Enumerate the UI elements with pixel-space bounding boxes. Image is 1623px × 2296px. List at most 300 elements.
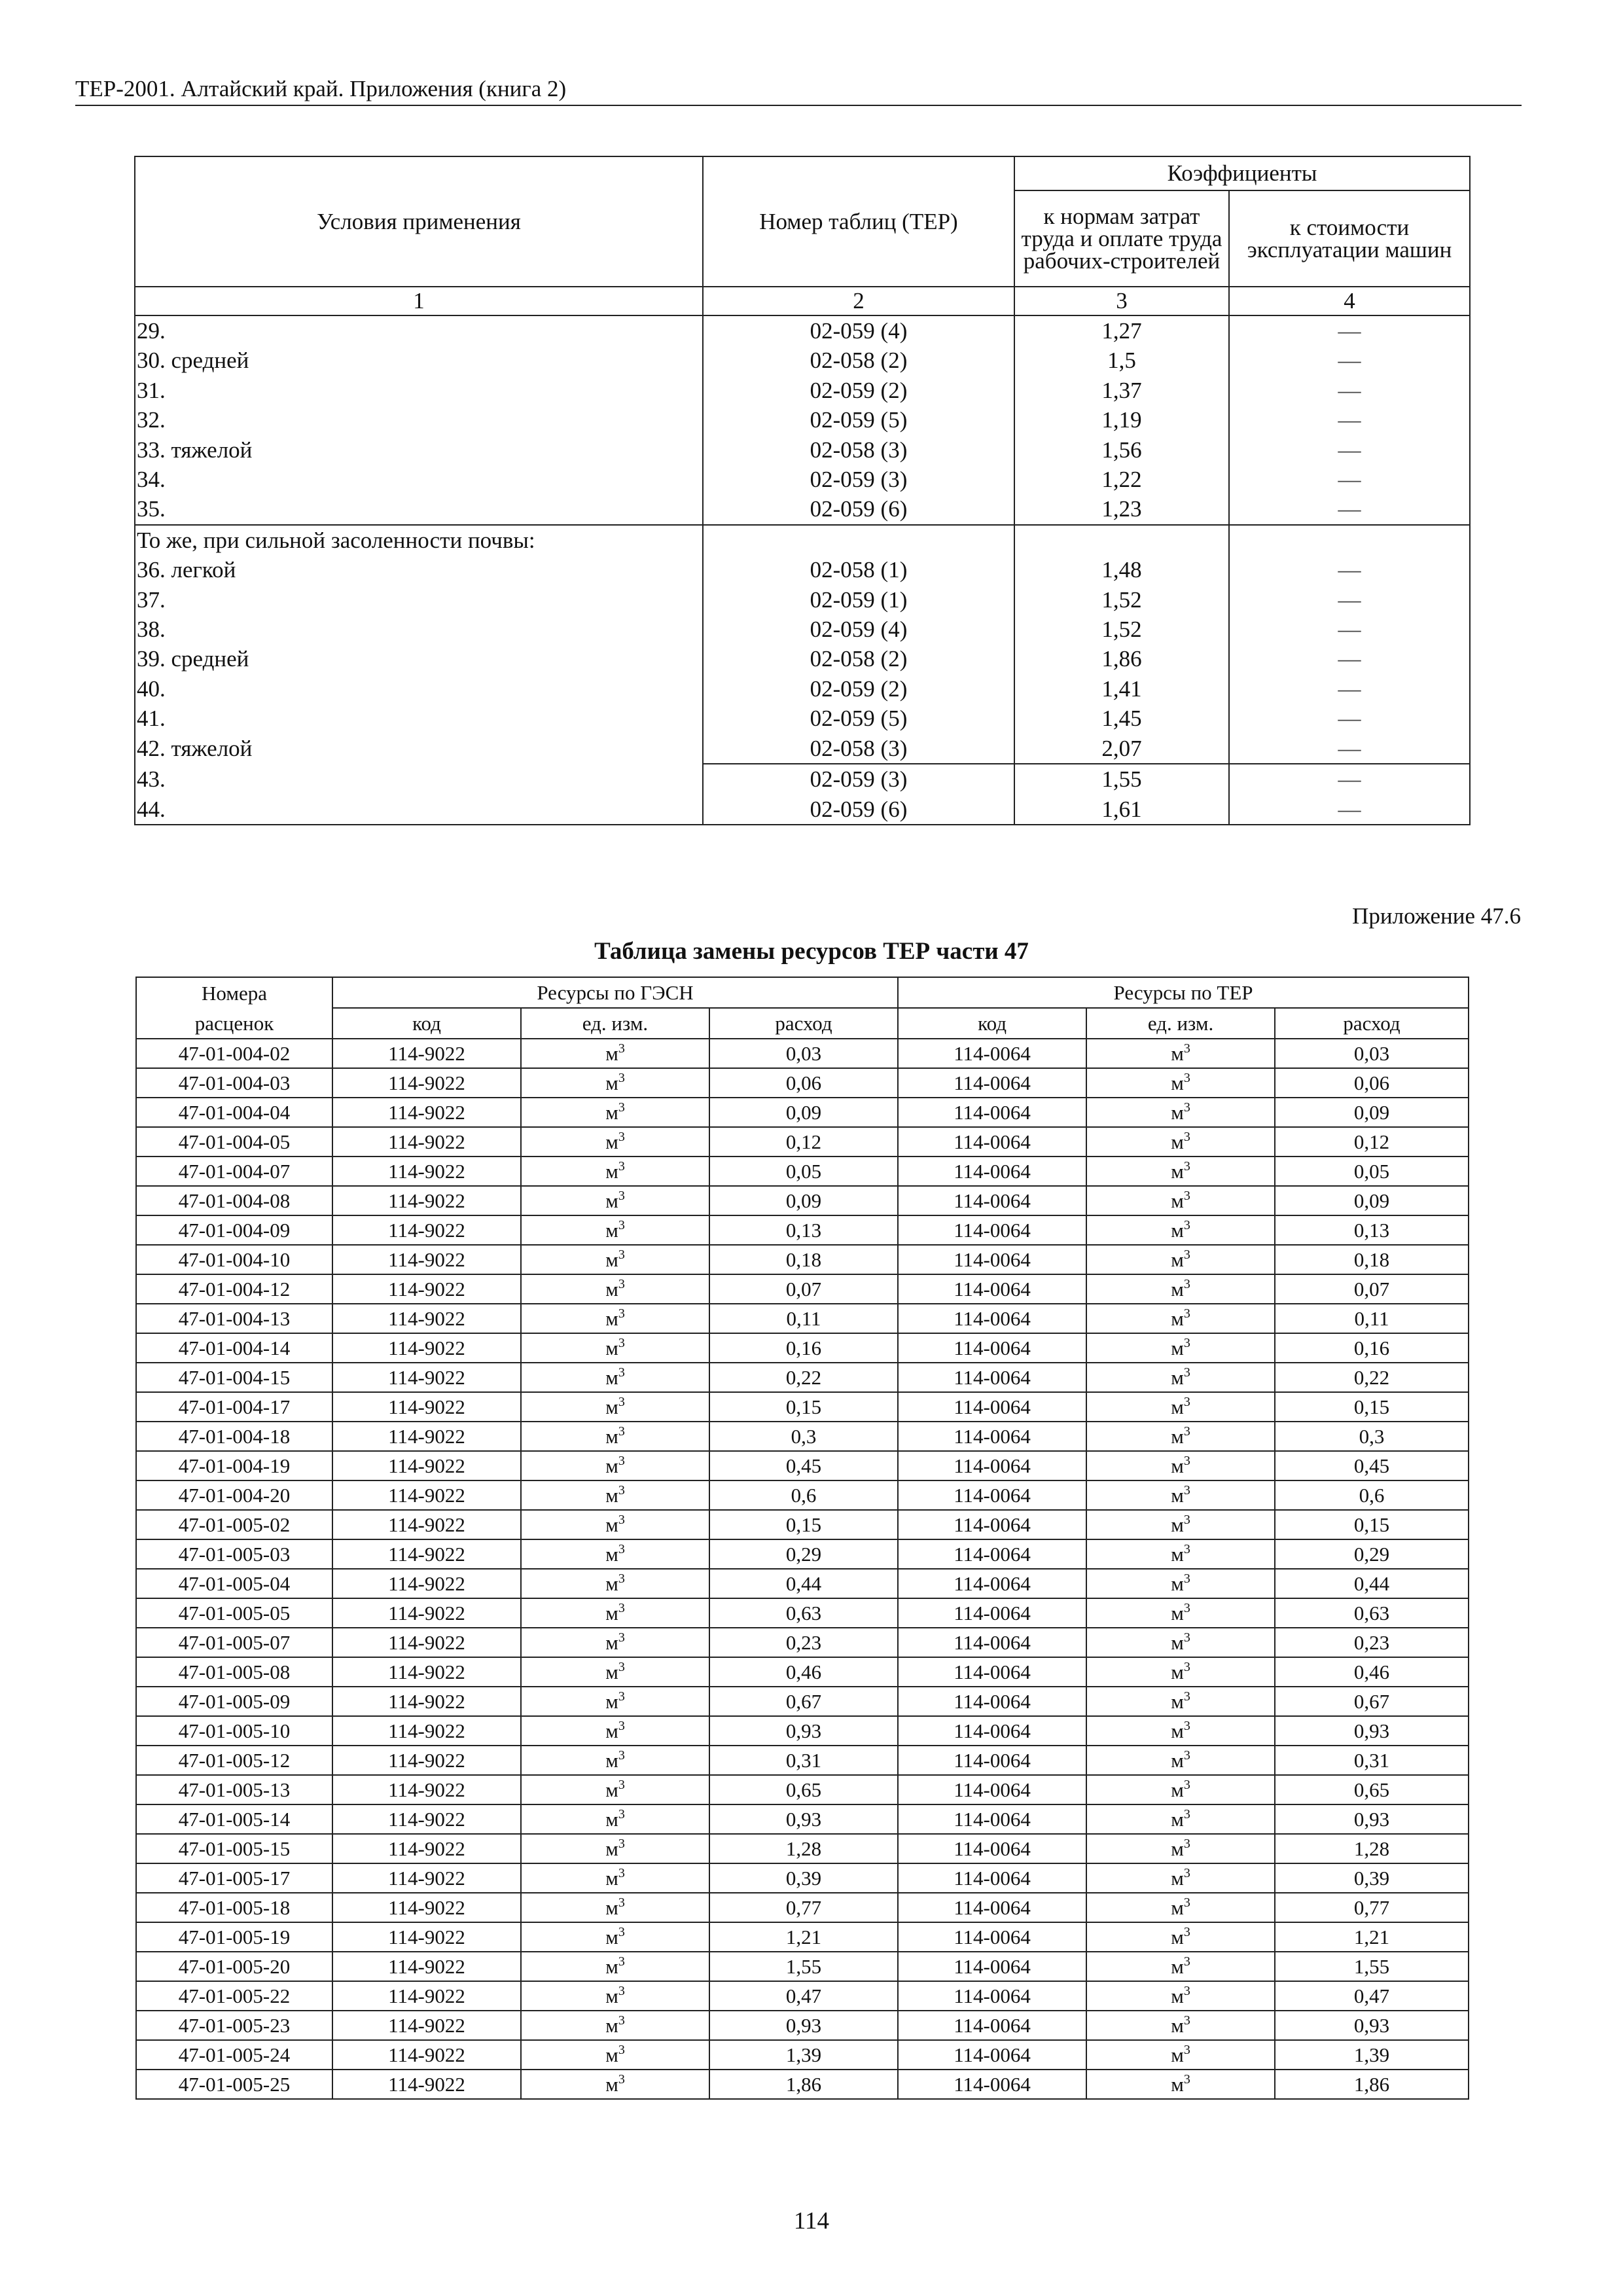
unit-exponent: 3 [618,1189,625,1203]
unit-exponent: 3 [1183,1837,1190,1851]
rate-number-cell: 47-01-005-14 [136,1804,332,1834]
unit-exponent: 3 [618,2043,625,2057]
header-usage: расход [709,1008,898,1039]
gesn-code-cell: 114-9022 [332,1363,521,1392]
ter-code-cell: 114-0064 [898,1098,1086,1127]
gesn-code-cell: 114-9022 [332,1746,521,1775]
table-row [136,1422,1469,1451]
gesn-usage-cell: 0,93 [709,1716,898,1746]
gesn-usage-cell: 0,05 [709,1157,898,1186]
gesn-code-cell: 114-9022 [332,1569,521,1598]
ter-usage-cell: 1,86 [1275,2070,1469,2099]
unit-exponent: 3 [1183,1277,1190,1291]
ter-code-cell: 114-0064 [898,1157,1086,1186]
condition-cell: 35. [135,494,703,524]
ter-unit-cell [1086,1716,1275,1746]
table-row [136,1687,1469,1716]
gesn-code-cell: 114-9022 [332,1215,521,1245]
ter-unit-cell [1086,2070,1275,2099]
unit-base: м [605,1513,618,1536]
gesn-unit-cell [521,1893,709,1922]
ter-usage-cell: 0,18 [1275,1245,1469,1274]
unit-exponent: 3 [1183,1130,1190,1144]
unit-base: м [605,1071,618,1094]
ter-usage-cell: 0,15 [1275,1392,1469,1422]
ter-code-cell: 114-0064 [898,1628,1086,1657]
unit-base: м [1171,1425,1184,1448]
ter-usage-cell: 0,12 [1275,1127,1469,1157]
gesn-code-cell: 114-9022 [332,1127,521,1157]
gesn-unit-cell [521,1834,709,1863]
ter-usage-cell: 0,67 [1275,1687,1469,1716]
gesn-usage-cell: 0,18 [709,1245,898,1274]
unit-exponent: 3 [1183,1807,1190,1821]
table-number-cell: 02-058 (3) [703,435,1014,465]
gesn-unit-cell [521,1245,709,1274]
unit-exponent: 3 [1183,1748,1190,1763]
ter-unit-cell [1086,1657,1275,1687]
table-number-cell: 02-059 (2) [703,674,1014,704]
gesn-usage-cell: 0,31 [709,1746,898,1775]
gesn-code-cell: 114-9022 [332,1657,521,1687]
table-row [135,435,1470,465]
gesn-unit-cell [521,1863,709,1893]
ter-usage-cell: 0,6 [1275,1480,1469,1510]
gesn-usage-cell: 0,12 [709,1127,898,1157]
rate-number-cell: 47-01-005-09 [136,1687,332,1716]
table-row [136,1628,1469,1657]
unit-exponent: 3 [1183,1218,1190,1232]
gesn-unit-cell [521,1952,709,1981]
labor-coef-cell: 1,27 [1014,315,1229,346]
unit-exponent: 3 [618,1071,625,1085]
empty-cell [1014,525,1229,555]
ter-unit-cell [1086,1039,1275,1068]
header-unit: ед. изм. [521,1008,709,1039]
ter-code-cell: 114-0064 [898,2011,1086,2040]
gesn-usage-cell: 0,07 [709,1274,898,1304]
unit-exponent: 3 [1183,1424,1190,1439]
ter-usage-cell: 1,28 [1275,1834,1469,1863]
gesn-unit-cell [521,1422,709,1451]
ter-unit-cell [1086,1157,1275,1186]
gesn-unit-cell [521,2011,709,2040]
unit-base: м [605,1631,618,1654]
table-number-cell: 02-058 (2) [703,346,1014,375]
labor-coef-cell: 1,86 [1014,644,1229,673]
ter-code-cell: 114-0064 [898,1451,1086,1480]
unit-exponent: 3 [1183,1984,1190,1998]
gesn-usage-cell: 1,55 [709,1952,898,1981]
gesn-code-cell: 114-9022 [332,1333,521,1363]
labor-coef-cell: 1,19 [1014,405,1229,435]
table-row [136,1274,1469,1304]
unit-base: м [605,1425,618,1448]
gesn-code-cell: 114-9022 [332,1539,521,1569]
ter-unit-cell [1086,1687,1275,1716]
unit-exponent: 3 [618,1365,625,1380]
gesn-code-cell: 114-9022 [332,1068,521,1098]
ter-usage-cell: 1,21 [1275,1922,1469,1952]
unit-exponent: 3 [1183,2043,1190,2057]
unit-base: м [1171,1484,1184,1507]
header-ter: Ресурсы по ТЕР [898,977,1469,1008]
unit-exponent: 3 [618,2013,625,2028]
unit-base: м [1171,1513,1184,1536]
unit-base: м [1171,1130,1184,1153]
ter-code-cell: 114-0064 [898,1893,1086,1922]
machine-coef-cell: — [1229,555,1470,584]
table-row [135,376,1470,405]
ter-usage-cell: 0,23 [1275,1628,1469,1657]
unit-exponent: 3 [618,1571,625,1586]
unit-base: м [1171,1602,1184,1624]
unit-base: м [1171,1071,1184,1094]
gesn-code-cell: 114-9022 [332,1775,521,1804]
table-row [136,1804,1469,1834]
ter-code-cell: 114-0064 [898,1186,1086,1215]
gesn-usage-cell: 0,09 [709,1098,898,1127]
gesn-unit-cell [521,1775,709,1804]
unit-base: м [605,1808,618,1831]
unit-base: м [605,1926,618,1948]
ter-unit-cell [1086,2040,1275,2070]
gesn-usage-cell: 0,67 [709,1687,898,1716]
rate-number-cell: 47-01-004-05 [136,1127,332,1157]
ter-unit-cell [1086,1480,1275,1510]
machine-coef-cell: — [1229,795,1470,825]
ter-unit-cell [1086,1304,1275,1333]
gesn-usage-cell: 0,63 [709,1598,898,1628]
ter-usage-cell: 0,93 [1275,1804,1469,1834]
ter-usage-cell: 0,39 [1275,1863,1469,1893]
ter-code-cell: 114-0064 [898,1215,1086,1245]
unit-exponent: 3 [1183,1041,1190,1056]
machine-coef-cell: — [1229,734,1470,764]
machine-coef-cell: — [1229,346,1470,375]
table-row [136,1834,1469,1863]
unit-exponent: 3 [618,1895,625,1910]
unit-exponent: 3 [618,1277,625,1291]
gesn-usage-cell: 1,86 [709,2070,898,2099]
gesn-usage-cell: 0,46 [709,1657,898,1687]
unit-exponent: 3 [1183,1895,1190,1910]
table-row [136,1451,1469,1480]
ter-code-cell: 114-0064 [898,1068,1086,1098]
ter-code-cell: 114-0064 [898,1304,1086,1333]
table-number-cell: 02-059 (2) [703,376,1014,405]
rate-number-cell: 47-01-005-08 [136,1657,332,1687]
unit-base: м [1171,1189,1184,1212]
ter-usage-cell: 0,3 [1275,1422,1469,1451]
unit-base: м [1171,1454,1184,1477]
ter-code-cell: 114-0064 [898,1539,1086,1569]
ter-unit-cell [1086,1952,1275,1981]
ter-code-cell: 114-0064 [898,1569,1086,1598]
unit-base: м [605,1160,618,1183]
gesn-code-cell: 114-9022 [332,1716,521,1746]
table-row [136,1363,1469,1392]
unit-exponent: 3 [618,1837,625,1851]
ter-code-cell: 114-0064 [898,1775,1086,1804]
table-row [136,1304,1469,1333]
ter-usage-cell: 0,44 [1275,1569,1469,1598]
rate-number-cell: 47-01-005-04 [136,1569,332,1598]
gesn-code-cell: 114-9022 [332,1893,521,1922]
rate-number-cell: 47-01-004-18 [136,1422,332,1451]
table-row [136,1186,1469,1215]
gesn-code-cell: 114-9022 [332,1510,521,1539]
unit-base: м [1171,1366,1184,1389]
unit-exponent: 3 [1183,1513,1190,1527]
table-number-cell: 02-058 (1) [703,555,1014,584]
ter-code-cell: 114-0064 [898,2040,1086,2070]
table-number-cell: 02-059 (1) [703,585,1014,615]
gesn-usage-cell: 0,3 [709,1422,898,1451]
machine-coef-cell: — [1229,674,1470,704]
gesn-code-cell: 114-9022 [332,2040,521,2070]
unit-base: м [605,1101,618,1124]
table-row [136,2040,1469,2070]
table-row [136,1922,1469,1952]
unit-exponent: 3 [618,1483,625,1498]
unit-exponent: 3 [1183,1954,1190,1969]
gesn-code-cell: 114-9022 [332,1628,521,1657]
ter-unit-cell [1086,1068,1275,1098]
table-number-cell: 02-059 (4) [703,615,1014,644]
gesn-unit-cell [521,1363,709,1392]
table-row [136,1127,1469,1157]
unit-exponent: 3 [618,1866,625,1880]
unit-base: м [605,1307,618,1330]
empty-cell [703,525,1014,555]
header-gesn: Ресурсы по ГЭСН [332,977,898,1008]
unit-base: м [1171,1984,1184,2007]
header-code: код [332,1008,521,1039]
ter-code-cell: 114-0064 [898,1598,1086,1628]
unit-base: м [605,1602,618,1624]
table-row [136,1157,1469,1186]
gesn-unit-cell [521,1039,709,1068]
table-row [136,1480,1469,1510]
gesn-usage-cell: 0,45 [709,1451,898,1480]
condition-cell: 38. [135,615,703,644]
header-unit: ед. изм. [1086,1008,1275,1039]
table-row [135,494,1470,524]
table-number-cell: 02-058 (3) [703,734,1014,764]
table-row [135,465,1470,494]
table-row [136,1539,1469,1569]
rate-number-cell: 47-01-004-14 [136,1333,332,1363]
labor-coef-cell: 1,41 [1014,674,1229,704]
unit-exponent: 3 [618,1984,625,1998]
ter-unit-cell [1086,1098,1275,1127]
unit-exponent: 3 [618,1601,625,1615]
gesn-usage-cell: 0,22 [709,1363,898,1392]
gesn-unit-cell [521,1068,709,1098]
machine-coef-cell: — [1229,764,1470,794]
rate-number-cell: 47-01-004-03 [136,1068,332,1098]
ter-code-cell: 114-0064 [898,1245,1086,1274]
gesn-code-cell: 114-9022 [332,1186,521,1215]
condition-cell: 39. средней [135,644,703,673]
unit-base: м [605,1572,618,1595]
ter-unit-cell [1086,2011,1275,2040]
unit-exponent: 3 [1183,1483,1190,1498]
table-row [136,1657,1469,1687]
rate-number-cell: 47-01-005-19 [136,1922,332,1952]
gesn-usage-cell: 0,15 [709,1392,898,1422]
unit-exponent: 3 [618,1954,625,1969]
page-number: 114 [793,2208,830,2234]
machine-coef-cell: — [1229,405,1470,435]
gesn-unit-cell [521,1687,709,1716]
gesn-usage-cell: 0,29 [709,1539,898,1569]
ter-unit-cell [1086,1451,1275,1480]
unit-base: м [1171,1749,1184,1772]
ter-code-cell: 114-0064 [898,1804,1086,1834]
ter-code-cell: 114-0064 [898,1127,1086,1157]
header-rates-top: Номера [136,977,332,1008]
unit-exponent: 3 [1183,1454,1190,1468]
unit-exponent: 3 [618,1778,625,1792]
header-conditions: Условия применения [135,156,703,287]
unit-exponent: 3 [1183,1306,1190,1321]
gesn-usage-cell: 0,93 [709,1804,898,1834]
unit-exponent: 3 [1183,1542,1190,1556]
unit-exponent: 3 [618,1100,625,1115]
unit-base: м [1171,1955,1184,1978]
unit-base: м [1171,1808,1184,1831]
resource-replacement-table [135,977,1469,2100]
unit-exponent: 3 [618,1041,625,1056]
condition-cell: 36. легкой [135,555,703,584]
gesn-usage-cell: 0,39 [709,1863,898,1893]
unit-base: м [1171,1395,1184,1418]
rate-number-cell: 47-01-005-22 [136,1981,332,2011]
gesn-unit-cell [521,1746,709,1775]
condition-cell: 34. [135,465,703,494]
rate-number-cell: 47-01-004-15 [136,1363,332,1392]
machine-coef-cell: — [1229,615,1470,644]
unit-base: м [1171,1778,1184,1801]
gesn-usage-cell: 0,65 [709,1775,898,1804]
col-number: 2 [703,287,1014,315]
table-row [135,315,1470,346]
unit-base: м [1171,1160,1184,1183]
gesn-code-cell: 114-9022 [332,1863,521,1893]
rate-number-cell: 47-01-005-05 [136,1598,332,1628]
table-number-cell: 02-059 (4) [703,315,1014,346]
gesn-unit-cell [521,1598,709,1628]
gesn-usage-cell: 0,09 [709,1186,898,1215]
gesn-usage-cell: 0,6 [709,1480,898,1510]
unit-exponent: 3 [1183,1689,1190,1704]
gesn-code-cell: 114-9022 [332,1274,521,1304]
labor-coef-cell: 1,52 [1014,585,1229,615]
gesn-unit-cell [521,1333,709,1363]
ter-usage-cell: 0,29 [1275,1539,1469,1569]
table-row [136,1098,1469,1127]
ter-unit-cell [1086,1598,1275,1628]
rate-number-cell: 47-01-005-24 [136,2040,332,2070]
unit-base: м [1171,1719,1184,1742]
unit-exponent: 3 [618,1454,625,1468]
unit-base: м [605,2014,618,2037]
gesn-code-cell: 114-9022 [332,1039,521,1068]
group-heading: То же, при сильной засоленности почвы: [135,525,703,555]
header-coefficients: Коэффициенты [1014,156,1470,190]
unit-exponent: 3 [618,1130,625,1144]
table-number-cell: 02-059 (5) [703,405,1014,435]
rate-number-cell: 47-01-005-12 [136,1746,332,1775]
gesn-usage-cell: 0,47 [709,1981,898,2011]
rate-number-cell: 47-01-004-09 [136,1215,332,1245]
labor-coef-cell: 1,52 [1014,615,1229,644]
unit-base: м [605,1955,618,1978]
table-row [135,734,1470,764]
table-row [135,405,1470,435]
ter-unit-cell [1086,1775,1275,1804]
ter-code-cell: 114-0064 [898,1363,1086,1392]
gesn-code-cell: 114-9022 [332,1157,521,1186]
condition-cell: 43. [135,764,703,794]
gesn-code-cell: 114-9022 [332,1392,521,1422]
gesn-unit-cell [521,1657,709,1687]
gesn-usage-cell: 1,28 [709,1834,898,1863]
ter-unit-cell [1086,1539,1275,1569]
table-row [136,1952,1469,1981]
ter-usage-cell: 0,93 [1275,1716,1469,1746]
unit-exponent: 3 [1183,1778,1190,1792]
gesn-usage-cell: 0,13 [709,1215,898,1245]
labor-coef-cell: 1,48 [1014,555,1229,584]
ter-usage-cell: 0,31 [1275,1746,1469,1775]
unit-exponent: 3 [1183,1336,1190,1350]
gesn-unit-cell [521,1186,709,1215]
unit-exponent: 3 [618,1395,625,1409]
unit-exponent: 3 [1183,1247,1190,1262]
table-number-cell: 02-059 (6) [703,795,1014,825]
unit-exponent: 3 [1183,1571,1190,1586]
header-coef-labor: к нормам затрат труда и оплате труда рабочих-строителей [1014,190,1229,287]
gesn-code-cell: 114-9022 [332,1422,521,1451]
condition-cell: 44. [135,795,703,825]
gesn-unit-cell [521,2070,709,2099]
header-code: код [898,1008,1086,1039]
rate-number-cell: 47-01-004-07 [136,1157,332,1186]
unit-exponent: 3 [1183,1660,1190,1674]
table-number-cell: 02-059 (3) [703,465,1014,494]
table-row [136,1746,1469,1775]
ter-unit-cell [1086,1215,1275,1245]
table-row [136,2070,1469,2099]
ter-code-cell: 114-0064 [898,1746,1086,1775]
table-row [135,704,1470,733]
condition-cell: 33. тяжелой [135,435,703,465]
rate-number-cell: 47-01-005-18 [136,1893,332,1922]
gesn-usage-cell: 0,93 [709,2011,898,2040]
gesn-code-cell: 114-9022 [332,1245,521,1274]
ter-unit-cell [1086,1245,1275,1274]
unit-base: м [605,2073,618,2096]
table-row [136,1893,1469,1922]
col-number: 4 [1229,287,1470,315]
ter-code-cell: 114-0064 [898,1392,1086,1422]
unit-base: м [605,1719,618,1742]
unit-base: м [1171,1837,1184,1860]
machine-coef-cell: — [1229,376,1470,405]
